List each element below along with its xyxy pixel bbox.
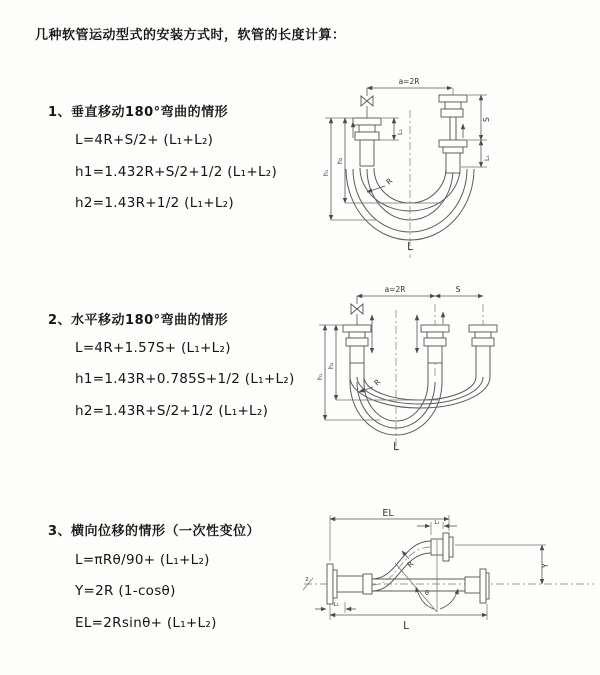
dim-label-el: EL [382, 508, 394, 519]
section-1-heading: 1、垂直移动180°弯曲的情形 [48, 105, 229, 120]
formula-s2-h2: h2=1.43R+S/2+1/2 (L₁+L₂) [75, 403, 269, 419]
dim-label-h2: h₂ [337, 157, 344, 164]
dim-label-l1-right: L₁ [484, 155, 491, 161]
hose-wide-u [350, 343, 490, 408]
radius-callout [402, 551, 415, 569]
dim-label-r: R [372, 377, 383, 388]
dim-label-s: S [482, 117, 491, 122]
dim-label-l: L [393, 441, 399, 453]
dimension-h1-h2 [323, 118, 441, 220]
dim-label-h1: h₁ [323, 169, 330, 176]
dimension-a2r-s [357, 285, 483, 296]
dim-label-s: S [455, 285, 461, 294]
diagram-vertical-180-bend [313, 72, 585, 264]
diagram-horizontal-180-bend [310, 282, 592, 467]
page-title: 几种软管运动型式的安装方式时，软管的长度计算： [35, 28, 346, 43]
straight-hose [372, 579, 465, 591]
dim-label-l: L [407, 241, 413, 253]
section-2-heading: 2、水平移动180°弯曲的情形 [48, 313, 229, 328]
s-curve-hose [372, 541, 431, 591]
left-flange [327, 564, 372, 604]
dim-label-l: L [403, 620, 409, 632]
formula-s2-l: L=4R+1.57S+ (L₁+L₂) [75, 340, 231, 356]
middle-flange [421, 325, 449, 363]
dimension-s-l1-right [461, 95, 491, 167]
radius-callout [367, 176, 394, 192]
dimension-l [330, 604, 487, 632]
dim-label-y: Y [541, 563, 550, 568]
diagram-lateral-displacement [298, 503, 598, 653]
bottom-right-flange [465, 569, 489, 603]
dim-label-r: R [405, 559, 416, 570]
right-flange [469, 325, 497, 346]
formula-s3-el: EL=2Rsinθ+ (L₁+L₂) [75, 615, 217, 631]
formula-s3-y: Y=2R (1-cosθ) [75, 583, 176, 599]
left-flange [353, 118, 381, 166]
dim-label-h2: h₂ [328, 362, 335, 369]
pipe-break-mark: z [305, 576, 309, 583]
dimension-l1-top [417, 520, 457, 535]
formula-s1-l: L=4R+S/2+ (L₁+L₂) [75, 132, 214, 148]
top-right-flange [431, 533, 453, 561]
dim-label-a2r: a=2R [398, 77, 420, 86]
formula-s3-l: L=πRθ/90+ (L₁+L₂) [75, 552, 210, 568]
dim-label-h1: h₁ [317, 373, 324, 380]
radius-callout [359, 377, 382, 392]
dimension-h1-h2 [317, 325, 438, 420]
dim-label-theta: θ [425, 589, 429, 597]
dim-label-a2r: a=2R [384, 285, 406, 294]
dimension-l1-left [315, 602, 356, 613]
formula-s2-h1: h1=1.43R+0.785S+1/2 (L₁+L₂) [75, 371, 295, 387]
formula-s1-h1: h1=1.432R+S/2+1/2 (L₁+L₂) [75, 164, 278, 180]
dim-label-l1-left: L₁ [397, 129, 404, 135]
dimension-a2r [367, 77, 453, 95]
section-3-heading: 3、横向位移的情形（一次性变位） [48, 524, 261, 539]
valve-icon [361, 88, 373, 118]
dim-label-r: R [384, 176, 395, 187]
valve-icon [351, 296, 363, 325]
left-flange [343, 325, 371, 363]
formula-s1-h2: h2=1.43R+1/2 (L₁+L₂) [75, 195, 234, 211]
dim-label-l1-top: L₁ [434, 520, 440, 526]
dim-label-l1-left: L₁ [333, 602, 339, 608]
